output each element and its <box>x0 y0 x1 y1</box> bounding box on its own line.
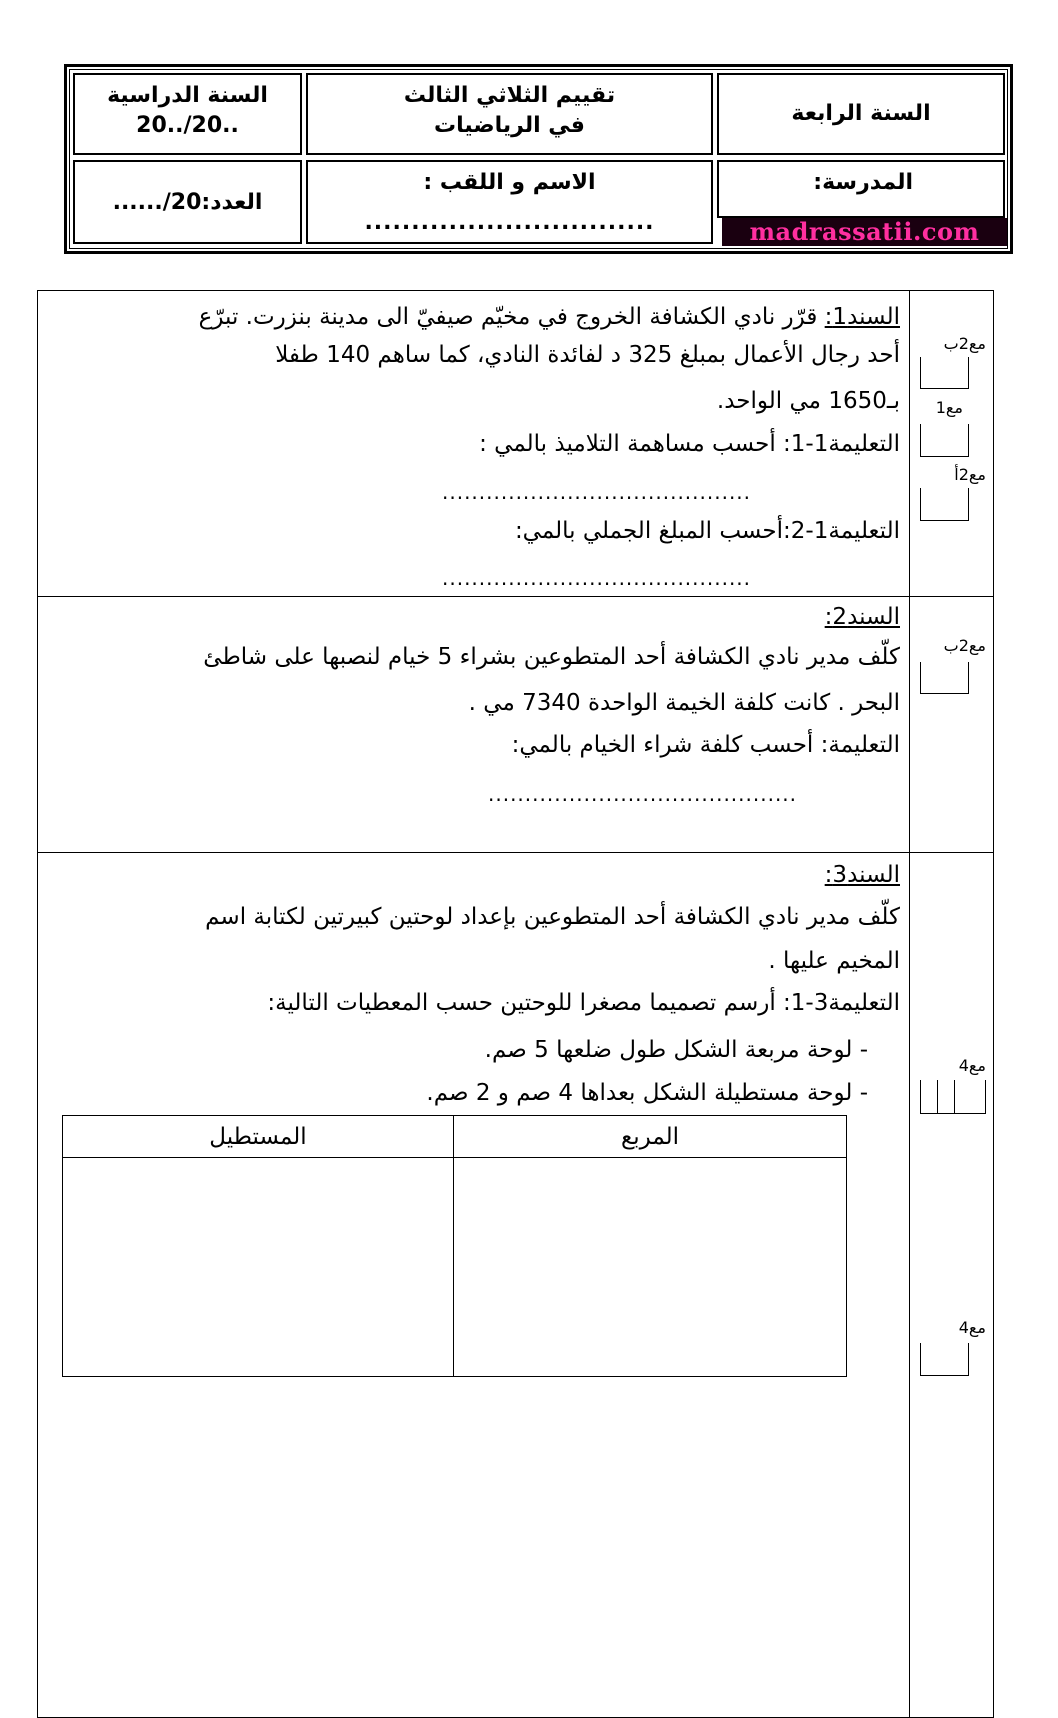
school-year-label: السنة الدراسية <box>107 83 268 108</box>
section1-text3: بـ1650 مي الواحد. <box>716 388 900 414</box>
section2-label: السند2: <box>824 604 900 630</box>
exam-title: تقييم الثلاثي الثالث <box>403 83 616 108</box>
school-cell <box>717 160 1005 218</box>
section2-text2: البحر . كانت كلفة الخيمة الواحدة 7340 مي . <box>468 690 900 716</box>
section3-label: السند3: <box>824 862 900 888</box>
section1-task1: التعليمة1-1: أحسب مساهمة التلاميذ بالمي : <box>479 431 900 457</box>
section1-answer2[interactable]: .......................................... <box>442 566 752 590</box>
score-cell <box>73 160 302 244</box>
exam-subject: في الرياضيات <box>434 113 585 138</box>
section1-label: السند1: <box>824 304 900 330</box>
section2-mark-1: مع2ب <box>943 636 986 655</box>
title-cell <box>306 73 713 155</box>
section2-answer[interactable]: .......................................... <box>488 782 798 806</box>
section2-text1: كلّف مدير نادي الكشافة أحد المتطوعين بشراء 5 خيام لنصبها على شاطئ <box>203 644 900 670</box>
level-cell <box>717 73 1005 155</box>
section3-bullet2: - لوحة مستطيلة الشكل بعداها 4 صم و 2 صم. <box>426 1080 868 1106</box>
section1-answer1[interactable]: .......................................... <box>442 480 752 504</box>
section1-line1 <box>199 300 900 335</box>
score-label: العدد: <box>201 190 263 215</box>
mark-box-divider-a <box>937 1080 938 1113</box>
rectangle-drawing-area[interactable] <box>65 1160 451 1374</box>
row-divider-2 <box>37 852 994 853</box>
name-cell <box>306 160 713 244</box>
drawing-table-header-line <box>63 1157 846 1158</box>
section2-label-line <box>825 600 900 635</box>
section3-mark-box-2[interactable] <box>920 1343 969 1376</box>
section1-mark-box-3[interactable] <box>920 488 969 521</box>
drawing-table <box>62 1115 847 1377</box>
section1-mark-2: مع1 <box>935 398 963 417</box>
section3-bullet1: - لوحة مربعة الشكل طول ضلعها 5 صم. <box>484 1037 868 1063</box>
section1-text2: أحد رجال الأعمال بمبلغ 325 د لفائدة النادي، كما ساهم 140 طفلا <box>275 342 900 368</box>
score-value: ....../20 <box>112 190 202 215</box>
school-year-value: 20../20.. <box>136 113 239 138</box>
section1-mark-box-2[interactable] <box>920 424 969 457</box>
section3-text1: كلّف مدير نادي الكشافة أحد المتطوعين بإعداد لوحتين كبيرتين لكتابة اسم <box>205 904 900 930</box>
section3-mark-2: مع4 <box>958 1318 986 1337</box>
mark-box-divider-b <box>954 1080 955 1113</box>
name-field[interactable]: ............................... <box>364 210 655 235</box>
col-rectangle-header: المستطيل <box>209 1124 307 1150</box>
section3-text2: المخيم عليها . <box>768 948 900 974</box>
name-label: الاسم و اللقب : <box>423 170 596 195</box>
section3-label-line <box>825 858 900 893</box>
section1-mark-3: مع2أ <box>954 465 986 484</box>
section1-task2: التعليمة1-2:أحسب المبلغ الجملي بالمي: <box>514 518 900 544</box>
section3-task: التعليمة3-1: أرسم تصميما مصغرا للوحتين حسب المعطيات التالية: <box>267 990 900 1016</box>
drawing-table-divider <box>453 1116 454 1376</box>
school-label: المدرسة: <box>813 170 913 195</box>
section3-mark-box-1[interactable] <box>920 1080 986 1114</box>
marks-column-divider <box>909 290 910 1718</box>
section1-mark-box-1[interactable] <box>920 357 969 389</box>
section1-mark-1: مع2ب <box>943 334 986 353</box>
section1-text1: قرّر نادي الكشافة الخروج في مخيّم صيفيّ الى مدينة بنزرت. تبرّع <box>198 304 818 330</box>
section2-task: التعليمة: أحسب كلفة شراء الخيام بالمي: <box>511 732 900 758</box>
level-label: السنة الرابعة <box>791 101 931 126</box>
col-square-header: المربع <box>620 1124 680 1150</box>
square-drawing-area[interactable] <box>455 1160 845 1374</box>
section3-mark-1: مع4 <box>958 1056 986 1075</box>
section2-mark-box-1[interactable] <box>920 662 969 694</box>
watermark-logo: madrassatii.com <box>722 218 1007 246</box>
school-year-cell <box>73 73 302 155</box>
row-divider-1 <box>37 596 994 597</box>
